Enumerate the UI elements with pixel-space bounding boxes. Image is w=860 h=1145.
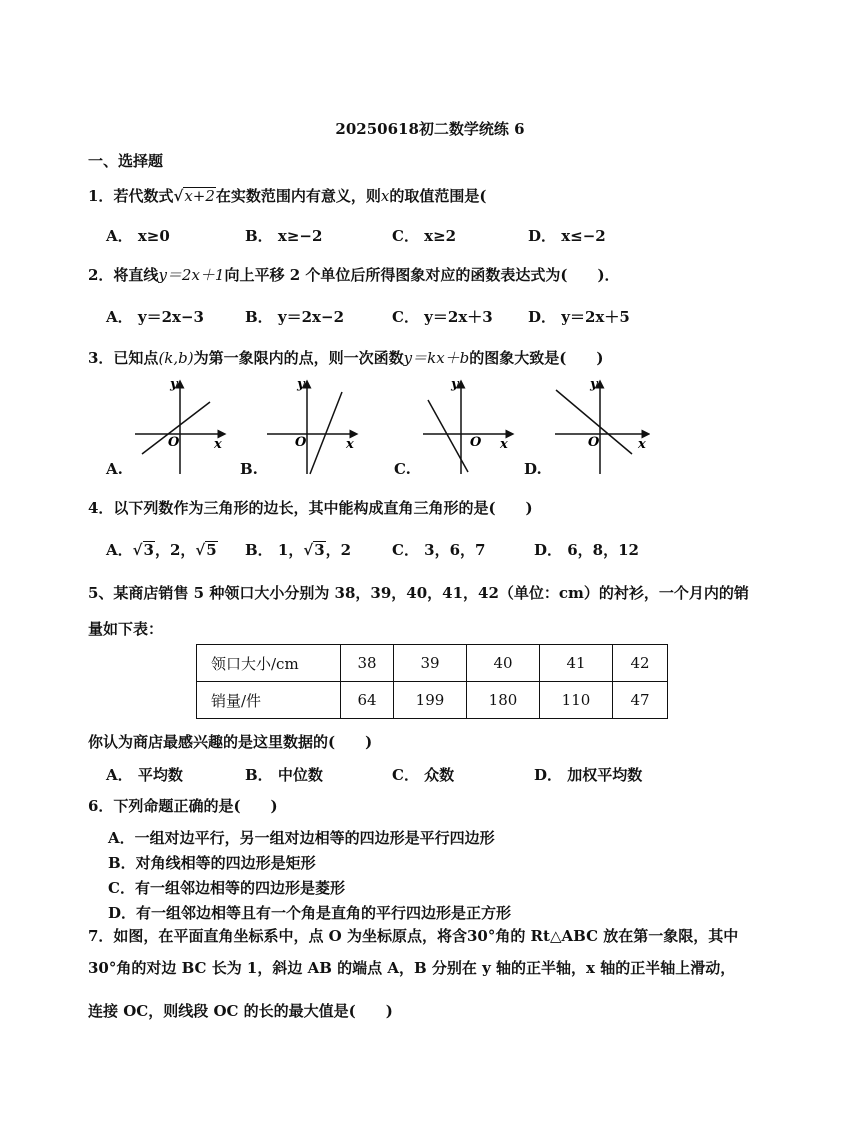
q1-end: 的取值范围是( <box>389 187 487 205</box>
table-cell: 64 <box>341 682 394 719</box>
q1-radicand: x+2 <box>184 187 215 205</box>
table-cell: 180 <box>467 682 540 719</box>
graph-c-y-label: y <box>451 378 459 392</box>
q1-number: 1． <box>88 187 114 205</box>
q6-option-a: A．一组对边平行，另一组对边相等的四边形是平行四边形 <box>108 829 495 847</box>
table-row <box>197 645 668 682</box>
question-5-prompt: 你认为商店最感兴趣的是这里数据的( ) <box>88 733 373 751</box>
q4-a-radicand-1: 3 <box>143 541 154 559</box>
q2-option-d: D． y＝2x＋5 <box>528 308 630 326</box>
graph-a-origin: O <box>168 435 180 450</box>
q4-b-post: ，2 <box>325 541 352 559</box>
table-cell: 39 <box>394 645 467 682</box>
q1-option-d: D． x≤−2 <box>528 227 606 245</box>
graph-d-y-label: y <box>590 378 598 392</box>
q5-option-c: C． 众数 <box>392 766 455 784</box>
q4-option-b: B． 1，√3，2 <box>245 541 352 559</box>
question-7-line-1: 7．如图，在平面直角坐标系中，点 O 为坐标原点，将含30°角的 Rt△ABC 放在第一象限，其中 <box>88 927 739 945</box>
graph-b <box>262 378 362 478</box>
q4-b-pre: B． 1， <box>245 541 304 559</box>
q3-point: (k,b) <box>158 349 194 367</box>
q2-expr: y＝2x＋1 <box>158 266 225 284</box>
question-3 <box>88 347 603 368</box>
table-header-sales: 销量/件 <box>197 682 341 719</box>
q6-option-c: C．有一组邻边相等的四边形是菱形 <box>108 879 345 897</box>
graph-a-x-label: x <box>214 437 222 452</box>
sales-table <box>196 644 668 719</box>
graph-d-svg <box>550 378 650 478</box>
table-cell: 110 <box>540 682 613 719</box>
q1-option-c: C． x≥2 <box>392 227 457 245</box>
graph-b-origin: O <box>295 435 307 450</box>
question-7-line-3: 连接 OC，则线段 OC 的长的最大值是( ) <box>88 1002 393 1020</box>
q4-a-radicand-2: 5 <box>206 541 217 559</box>
q3-text: 3．已知点 <box>88 349 159 367</box>
graph-c-line <box>428 400 468 472</box>
graph-a-svg <box>130 378 230 478</box>
graph-c-svg <box>418 378 518 478</box>
question-5-line-2: 量如下表： <box>88 620 164 638</box>
question-4: 4．以下列数作为三角形的边长，其中能构成直角三角形的是( ) <box>88 499 533 517</box>
q4-a-pre: A． <box>106 541 133 559</box>
question-6: 6．下列命题正确的是( ) <box>88 797 278 815</box>
graph-c-x-label: x <box>500 437 508 452</box>
graph-b-svg <box>262 378 362 478</box>
table-cell: 199 <box>394 682 467 719</box>
q2-option-a: A． y＝2x−3 <box>106 308 204 326</box>
question-1: 1．若代数式√x+2在实数范围内有意义，则x的取值范围是( <box>88 187 487 205</box>
graph-c-label: C. <box>394 460 411 478</box>
q4-option-c: C． 3，6，7 <box>392 541 486 559</box>
q4-b-radicand: 3 <box>314 541 325 559</box>
graph-c-origin: O <box>470 435 482 450</box>
table-cell: 40 <box>467 645 540 682</box>
q1-var: x <box>380 187 390 205</box>
question-7-line-2: 30°角的对边 BC 长为 1，斜边 AB 的端点 A，B 分别在 y 轴的正半轴，x 轴的正半轴上滑动， <box>88 959 736 977</box>
q6-option-b: B．对角线相等的四边形是矩形 <box>108 854 316 872</box>
graph-a-y-label: y <box>170 378 178 392</box>
question-2 <box>88 264 620 285</box>
graph-b-x-label: x <box>346 437 354 452</box>
q4-option-a: A．√3，2，√5 <box>106 541 217 559</box>
table-cell: 38 <box>341 645 394 682</box>
q1-pre: 若代数式 <box>113 187 174 205</box>
q3-mid: 为第一象限内的点，则一次函数 <box>193 349 404 367</box>
q5-option-a: A． 平均数 <box>106 766 183 784</box>
graph-d-x-label: x <box>638 437 646 452</box>
graph-a-label: A. <box>106 460 123 478</box>
q2-option-b: B． y＝2x−2 <box>245 308 345 326</box>
q5-option-b: B． 中位数 <box>245 766 323 784</box>
q3-end: 的图象大致是( ) <box>469 349 604 367</box>
q2-text: 2．将直线 <box>88 266 159 284</box>
q1-option-b: B． x≥−2 <box>245 227 323 245</box>
q1-option-a: A． x≥0 <box>106 227 170 245</box>
graph-d-label: D. <box>524 460 542 478</box>
section-heading: 一、选择题 <box>88 152 164 170</box>
q4-option-d: D． 6，8，12 <box>534 541 639 559</box>
page-title: 20250618初二数学统练 6 <box>335 120 525 138</box>
q4-a-mid: ，2， <box>154 541 196 559</box>
q2-post: 向上平移 2 个单位后所得图象对应的函数表达式为( )． <box>224 266 620 284</box>
table-cell: 47 <box>613 682 668 719</box>
table-header-collar: 领口大小/cm <box>197 645 341 682</box>
graph-a <box>130 378 230 478</box>
question-5-line-1: 5、某商店销售 5 种领口大小分别为 38，39，40，41，42（单位：cm）的衬衫，一个月内的销 <box>88 584 749 602</box>
graph-b-y-label: y <box>297 378 305 392</box>
table-cell: 41 <box>540 645 613 682</box>
table-row <box>197 682 668 719</box>
graph-d <box>550 378 650 478</box>
q5-option-d: D． 加权平均数 <box>534 766 643 784</box>
q2-option-c: C． y＝2x＋3 <box>392 308 493 326</box>
q3-expr: y＝kx＋b <box>403 349 470 367</box>
graph-d-origin: O <box>588 435 600 450</box>
q1-post: 在实数范围内有意义，则 <box>215 187 381 205</box>
graph-c <box>418 378 518 478</box>
table-cell: 42 <box>613 645 668 682</box>
graph-b-line <box>310 392 342 474</box>
graph-b-label: B. <box>240 460 258 478</box>
q6-option-d: D．有一组邻边相等且有一个角是直角的平行四边形是正方形 <box>108 904 512 922</box>
